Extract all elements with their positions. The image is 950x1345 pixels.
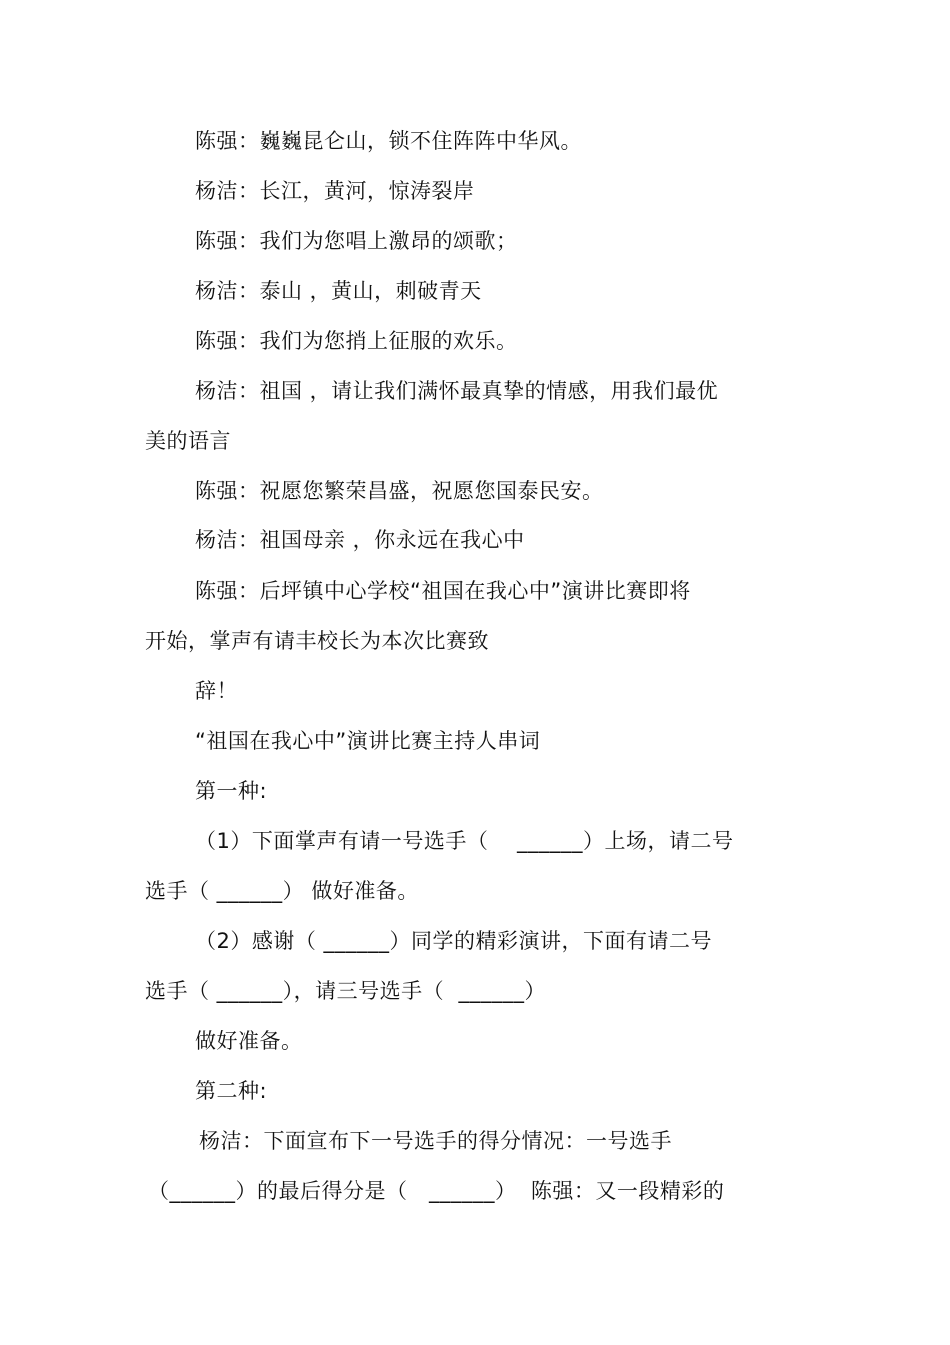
script-line-continuation: 选手（ ______） 做好准备。 xyxy=(145,879,419,903)
dialogue-line: 陈强：我们为您唱上激昂的颂歌； xyxy=(195,229,518,253)
script-line-continuation: 做好准备。 xyxy=(195,1029,303,1053)
dialogue-line-continuation: 开始，掌声有请丰校长为本次比赛致 xyxy=(145,629,489,653)
section-heading: 第二种: xyxy=(195,1079,268,1103)
script-line-continuation: 选手（ ______），请三号选手（ ______） xyxy=(145,979,547,1003)
dialogue-line: 陈强：后坪镇中心学校“祖国在我心中”演讲比赛即将 xyxy=(195,579,691,603)
script-line: （1）下面掌声有请一号选手（ ______）上场，请二号 xyxy=(195,829,734,853)
script-line: （2）感谢（ ______）同学的精彩演讲，下面有请二号 xyxy=(195,929,713,953)
dialogue-line-continuation: 辞！ xyxy=(195,679,238,703)
dialogue-line: 杨洁：祖国 ，请让我们满怀最真挚的情感，用我们最优 xyxy=(195,379,719,403)
dialogue-line: 杨洁：泰山 ，黄山，刺破青天 xyxy=(195,279,482,303)
dialogue-line: 杨洁：祖国母亲 ，你永远在我心中 xyxy=(195,528,525,552)
script-line-continuation: （______）的最后得分是（ ______） 陈强：又一段精彩的 xyxy=(148,1179,725,1203)
section-heading: 第一种: xyxy=(195,779,268,803)
dialogue-line: 杨洁：长江，黄河，惊涛裂岸 xyxy=(195,179,475,203)
dialogue-line: 陈强：巍巍昆仑山，锁不住阵阵中华风。 xyxy=(195,129,582,153)
dialogue-line: 陈强：祝愿您繁荣昌盛，祝愿您国泰民安。 xyxy=(195,479,604,503)
dialogue-line-continuation: 美的语言 xyxy=(145,429,231,453)
dialogue-line: 陈强：我们为您捎上征服的欢乐。 xyxy=(195,329,518,353)
section-title: “祖国在我心中”演讲比赛主持人串词 xyxy=(195,729,541,753)
script-line: 杨洁：下面宣布下一号选手的得分情况：一号选手 xyxy=(199,1129,672,1153)
